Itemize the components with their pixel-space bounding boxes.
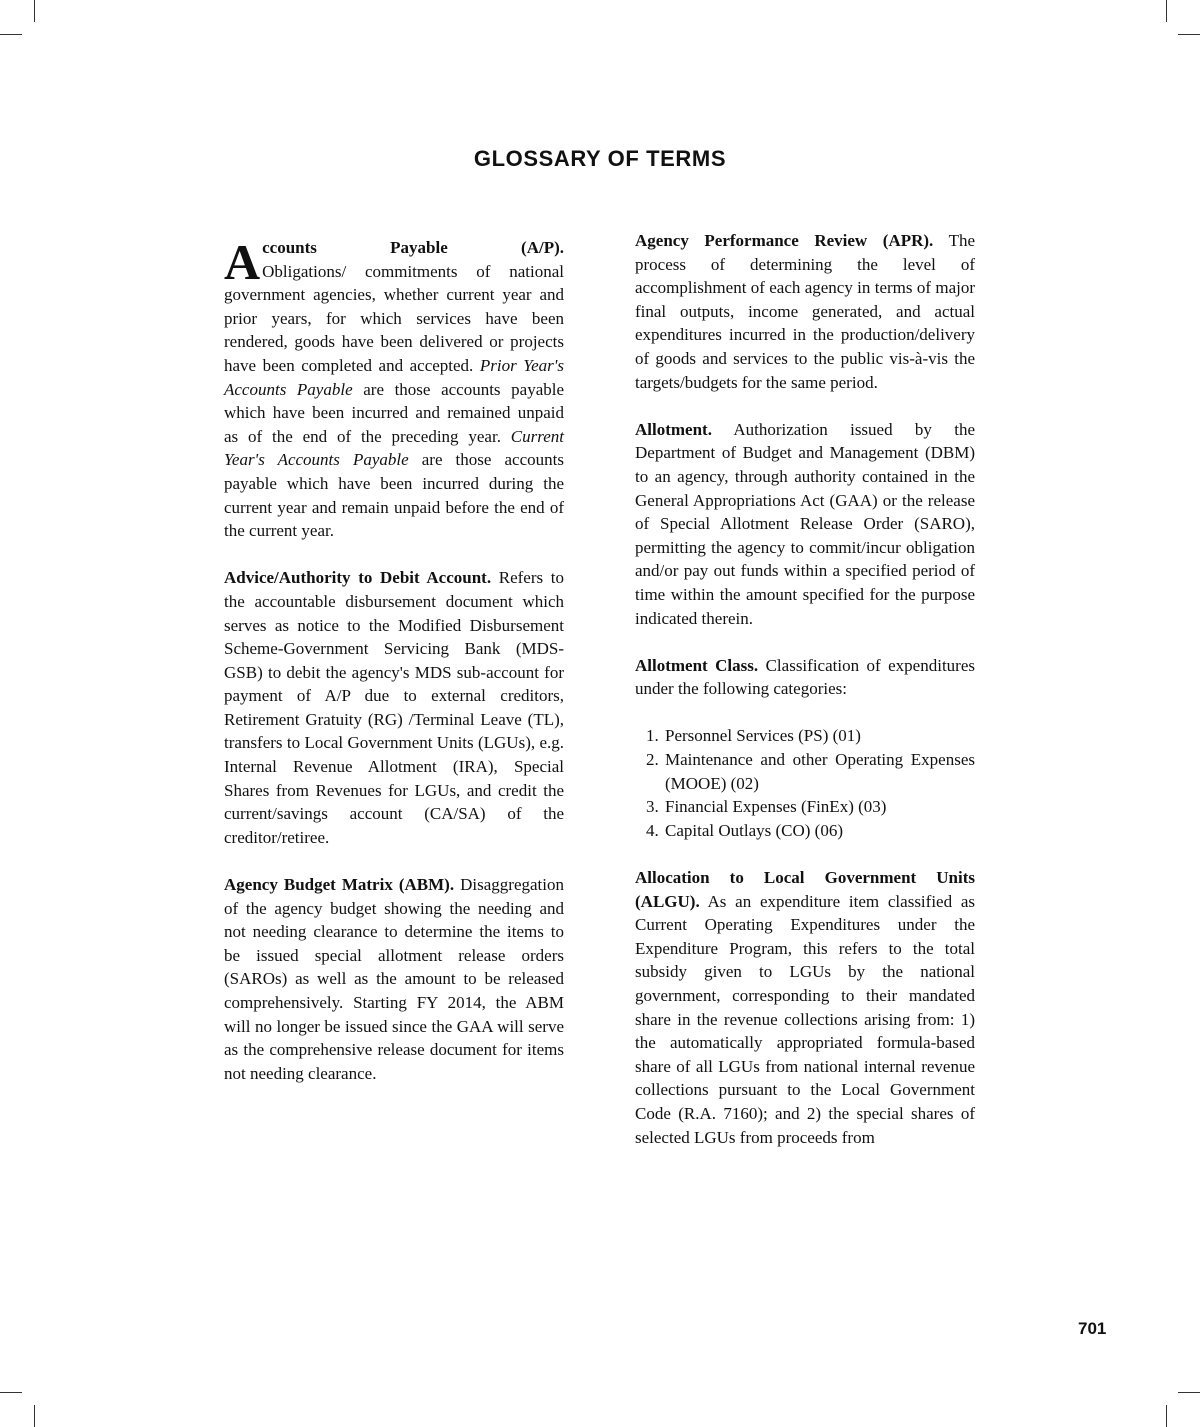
- crop-mark-bottom-left: [34, 1405, 35, 1427]
- definition-text: Authorization issued by the Department of Budget and Management (DBM) to an agency, through authority contained in the General Appropriations Act (GAA) or the release of Special Allotment Release Order (SARO), permitting the agency to commit/incur obligation and/or pay out funds within a specified period of time within the amount specified for the purpose indicated therein.: [635, 419, 975, 628]
- term-allocation-lgu: Allocation to Local Government Units (ALGU).: [635, 868, 975, 911]
- term-allotment: Allotment.: [635, 419, 712, 439]
- entry-accounts-payable: [224, 236, 564, 543]
- right-column: [635, 229, 975, 1173]
- definition-text: are those accounts payable which have been incurred and remained unpaid as of the end of the preceding year.: [224, 379, 565, 446]
- definition-text: Classification of expenditures under the following categories:: [635, 655, 975, 699]
- definition-text: are those accounts payable which have been incurred during the current year and remain unpaid before the end of the current year.: [224, 450, 564, 541]
- crop-mark-top-left: [34, 0, 35, 22]
- definition-text: Refers to the accountable disbursement document which serves as notice to the Modified Disbursement Scheme-Government Servicing Bank (MDS-GSB) to debit the agency's MDS sub-account for payment of A/P due to external creditors, Retirement Gratuity (RG) /Terminal Leave (TL), transfers to Local Government Units (LGUs), e.g. Internal Revenue Allotment (IRA), Special Shares from Revenues for LGUs, and credit the current/savings account (CA/SA) of the creditor/retiree.: [224, 568, 564, 847]
- crop-mark-top-right-h: [1178, 34, 1200, 35]
- term-allotment-class: Allotment Class.: [635, 655, 759, 675]
- definition-text: The process of determining the level of accomplishment of each agency in terms of major final outputs, income generated, and actual expenditures incurred in the production/delivery of goods and services to the public vis-à-vis the targets/budgets for the same period.: [635, 231, 975, 392]
- definition-italic: Current Year's Accounts Payable: [224, 426, 564, 470]
- definition-text: Disaggregation of the agency budget showing the needing and not needing clearance to determine the items to be issued special allotment release orders (SAROs) as well as the amount to be released comprehensively. Starting FY 2014, the ABM will no longer be issued since the GAA will serve as the comprehensive release document for items not needing clearance.: [224, 875, 564, 1083]
- entry-allotment-class: [635, 654, 975, 701]
- page-number: 701: [1078, 1319, 1107, 1338]
- list-item: 2. Maintenance and other Operating Expenses (MOOE) (02): [663, 748, 975, 795]
- entry-advice-authority: [224, 566, 564, 849]
- left-column: [224, 236, 564, 1109]
- crop-mark-bottom-right: [1166, 1405, 1167, 1427]
- definition-text: As an expenditure item classified as Current Operating Expenditures under the Expenditure Program, this refers to the total subsidy given to LGUs by the national government, corresponding to their mandated share in the revenue collections arising from: 1) the automatically appropriated formula-based share of all LGUs from national internal revenue collections pursuant to the Local Government Code (R.A. 7160); and 2) the special shares of selected LGUs from proceeds from: [635, 891, 975, 1147]
- list-item: 1. Personnel Services (PS) (01): [663, 724, 975, 748]
- list-item: 3. Financial Expenses (FinEx) (03): [663, 795, 975, 819]
- crop-mark-top-left-h: [0, 34, 22, 35]
- list-item: 4. Capital Outlays (CO) (06): [663, 819, 975, 843]
- dropcap-letter: A: [224, 234, 261, 290]
- entry-agency-performance-review: [635, 229, 975, 394]
- page-title: GLOSSARY OF TERMS: [473, 146, 727, 171]
- term-agency-budget-matrix: Agency Budget Matrix (ABM).: [224, 875, 455, 895]
- term-advice-authority: Advice/Authority to Debit Account.: [224, 568, 492, 588]
- entry-allocation-lgu: [635, 866, 975, 1149]
- term-agency-performance-review: Agency Performance Review (APR).: [635, 231, 934, 250]
- crop-mark-top-right: [1166, 0, 1167, 22]
- definition-text: Obligations/ commitments of national government agencies, whether current year and prior years, for which services have been rendered, goods have been delivered or projects have been completed and accepted.: [224, 261, 564, 375]
- entry-agency-budget-matrix: [224, 873, 564, 1085]
- crop-mark-bottom-right-h: [1178, 1392, 1200, 1393]
- entry-allotment: [635, 418, 975, 630]
- term-accounts-payable: ccounts Payable (A/P).: [262, 238, 564, 257]
- crop-mark-bottom-left-h: [0, 1392, 22, 1393]
- allotment-class-list: [635, 724, 975, 842]
- definition-italic: Prior Year's Accounts Payable: [224, 355, 565, 399]
